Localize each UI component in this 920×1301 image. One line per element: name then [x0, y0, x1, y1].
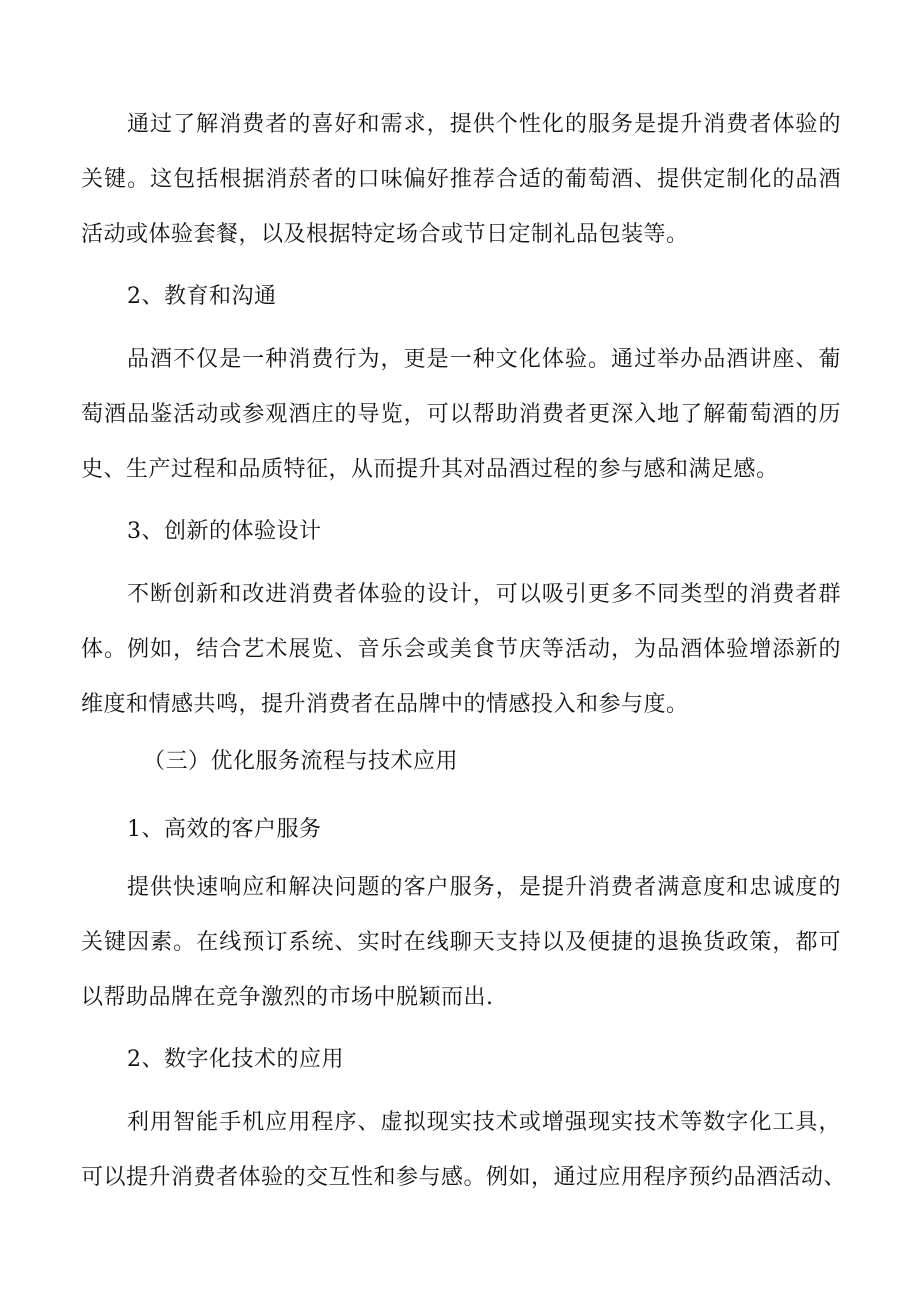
paragraph-line: 利用智能手机应用程序、虚拟现实技术或增强现实技术等数字化工具， — [127, 1110, 841, 1135]
paragraph-line: 关键。这包括根据消菸者的口味偏好推荐合适的葡萄酒、提供定制化的品酒 — [81, 167, 841, 192]
paragraph-line: 体。例如，结合艺术展览、音乐会或美食节庆等活动，为品酒体验增添新的 — [81, 637, 841, 662]
subsection-heading: 2、数字化技术的应用 — [127, 1047, 344, 1072]
paragraph-line: 可以提升消费者体验的交互性和参与感。例如，通过应用程序预约品酒活动、 — [81, 1165, 847, 1190]
subsection-heading: 3、创新的体验设计 — [127, 519, 322, 544]
subsection-heading: 1、高效的客户服务 — [127, 817, 322, 842]
paragraph-line: 史、生产过程和品质特征，从而提升其对品酒过程的参与感和满足感。 — [81, 457, 779, 482]
paragraph-line: 品酒不仅是一种消费行为，更是一种文化体验。通过举办品酒讲座、葡 — [127, 347, 841, 372]
paragraph-line: 萄酒品鉴活动或参观酒庄的导览，可以帮助消费者更深入地了解葡萄酒的历 — [81, 402, 841, 427]
paragraph-line: 通过了解消费者的喜好和需求，提供个性化的服务是提升消费者体验的 — [127, 112, 841, 137]
paragraph-line: 活动或体验套餐，以及根据特定场合或节日定制礼品包装等。 — [81, 222, 689, 247]
paragraph-line: 以帮助品牌在竞争激烈的市场中脱颖而出. — [81, 985, 494, 1010]
paragraph-line: 不断创新和改进消费者体验的设计，可以吸引更多不同类型的消费者群 — [127, 582, 841, 607]
section-heading: （三）优化服务流程与技术应用 — [143, 749, 459, 774]
paragraph-line: 关键因素。在线预订系统、实时在线聊天支持以及便捷的退换货政策，都可 — [81, 930, 841, 955]
paragraph-line: 维度和情感共鸣，提升消费者在品牌中的情感投入和参与度。 — [81, 692, 689, 717]
paragraph-line: 提供快速响应和解决问题的客户服务，是提升消费者满意度和忠诚度的 — [127, 875, 841, 900]
subsection-heading: 2、教育和沟通 — [127, 284, 277, 309]
